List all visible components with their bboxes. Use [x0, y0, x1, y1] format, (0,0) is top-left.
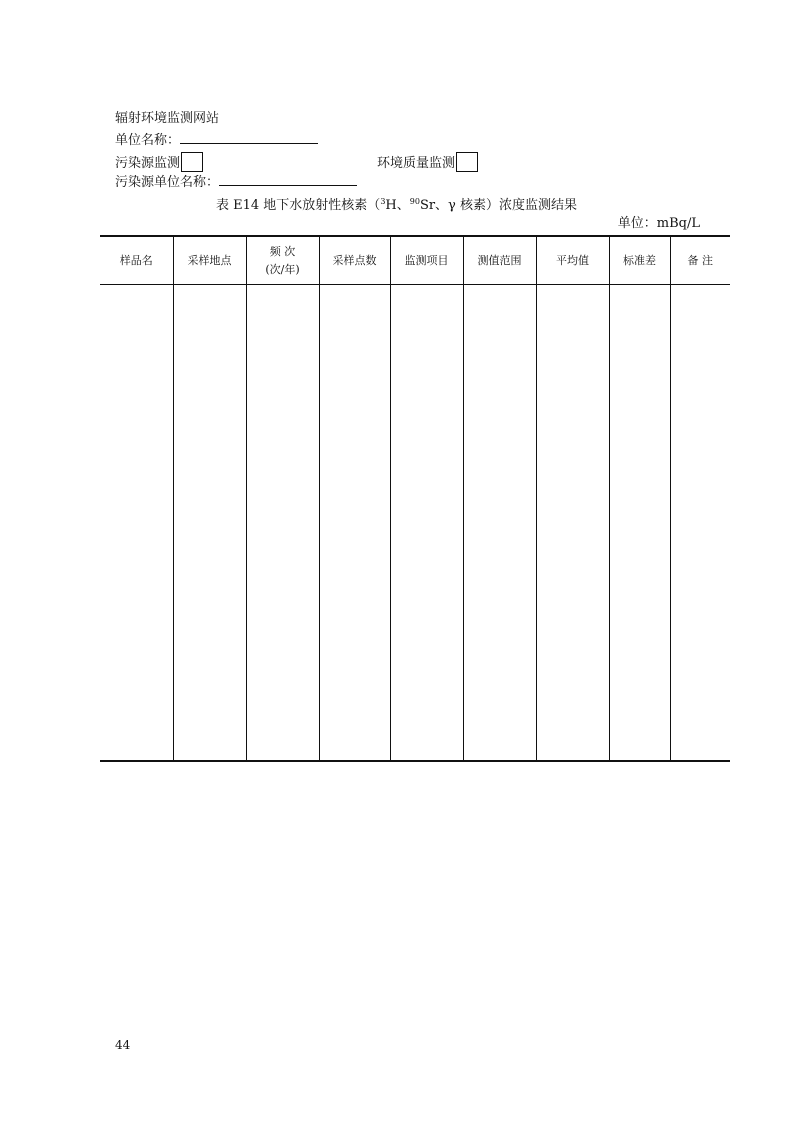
pollution-source-unit-name-label: 污染源单位名称：	[115, 175, 220, 190]
strontium-mass-number: 90	[409, 197, 420, 206]
column-header-remarks: 备 注	[670, 236, 730, 285]
environmental-quality-monitoring-label: 环境质量监测	[377, 156, 456, 171]
column-header-monitoring-item: 监测项目	[390, 236, 463, 285]
unit-name-field[interactable]	[180, 131, 318, 144]
pollution-source-unit-name-row	[115, 173, 357, 191]
frequency-header-label: 频 次	[269, 244, 296, 258]
column-header-sampling-location: 采样地点	[173, 236, 246, 285]
pollution-source-unit-name-field[interactable]	[219, 173, 357, 186]
unit-name-label: 单位名称：	[115, 133, 181, 148]
cell-measured-range[interactable]	[463, 285, 536, 762]
column-header-average: 平均值	[536, 236, 609, 285]
cell-sample-name[interactable]	[100, 285, 173, 762]
unit-label: 单位：mBq/L	[617, 216, 700, 231]
page-number: 44	[115, 1038, 131, 1052]
cell-monitoring-item[interactable]	[390, 285, 463, 762]
pollution-source-monitoring-row	[115, 152, 203, 172]
cell-remarks[interactable]	[670, 285, 730, 762]
table-title-prefix: 表 E14 地下水放射性核素（	[216, 198, 381, 213]
tritium-symbol: H、	[385, 198, 410, 213]
monitoring-network-name: 辐射环境监测网站	[115, 111, 220, 126]
environmental-quality-monitoring-row	[377, 152, 478, 172]
column-header-measured-range: 测值范围	[463, 236, 536, 285]
frequency-header-unit: (次/年)	[265, 262, 300, 276]
tritium-mass-number: 3	[380, 197, 386, 206]
column-header-standard-deviation: 标准差	[609, 236, 670, 285]
strontium-symbol-and-suffix: Sr、γ 核素）浓度监测结果	[419, 198, 577, 213]
unit-name-row	[115, 131, 318, 149]
pollution-source-monitoring-label: 污染源监测	[115, 156, 181, 171]
cell-standard-deviation[interactable]	[609, 285, 670, 762]
table-title	[0, 194, 793, 214]
cell-average[interactable]	[536, 285, 609, 762]
column-header-sampling-points: 采样点数	[319, 236, 390, 285]
cell-sampling-location[interactable]	[173, 285, 246, 762]
cell-sampling-points[interactable]	[319, 285, 390, 762]
column-header-sample-name: 样品名	[100, 236, 173, 285]
environmental-quality-monitoring-checkbox[interactable]	[456, 152, 478, 172]
table-header-row	[100, 236, 730, 285]
column-header-frequency	[246, 236, 319, 285]
table-row	[100, 285, 730, 762]
monitoring-results-table	[100, 235, 730, 762]
cell-frequency[interactable]	[246, 285, 319, 762]
pollution-source-monitoring-checkbox[interactable]	[181, 152, 203, 172]
